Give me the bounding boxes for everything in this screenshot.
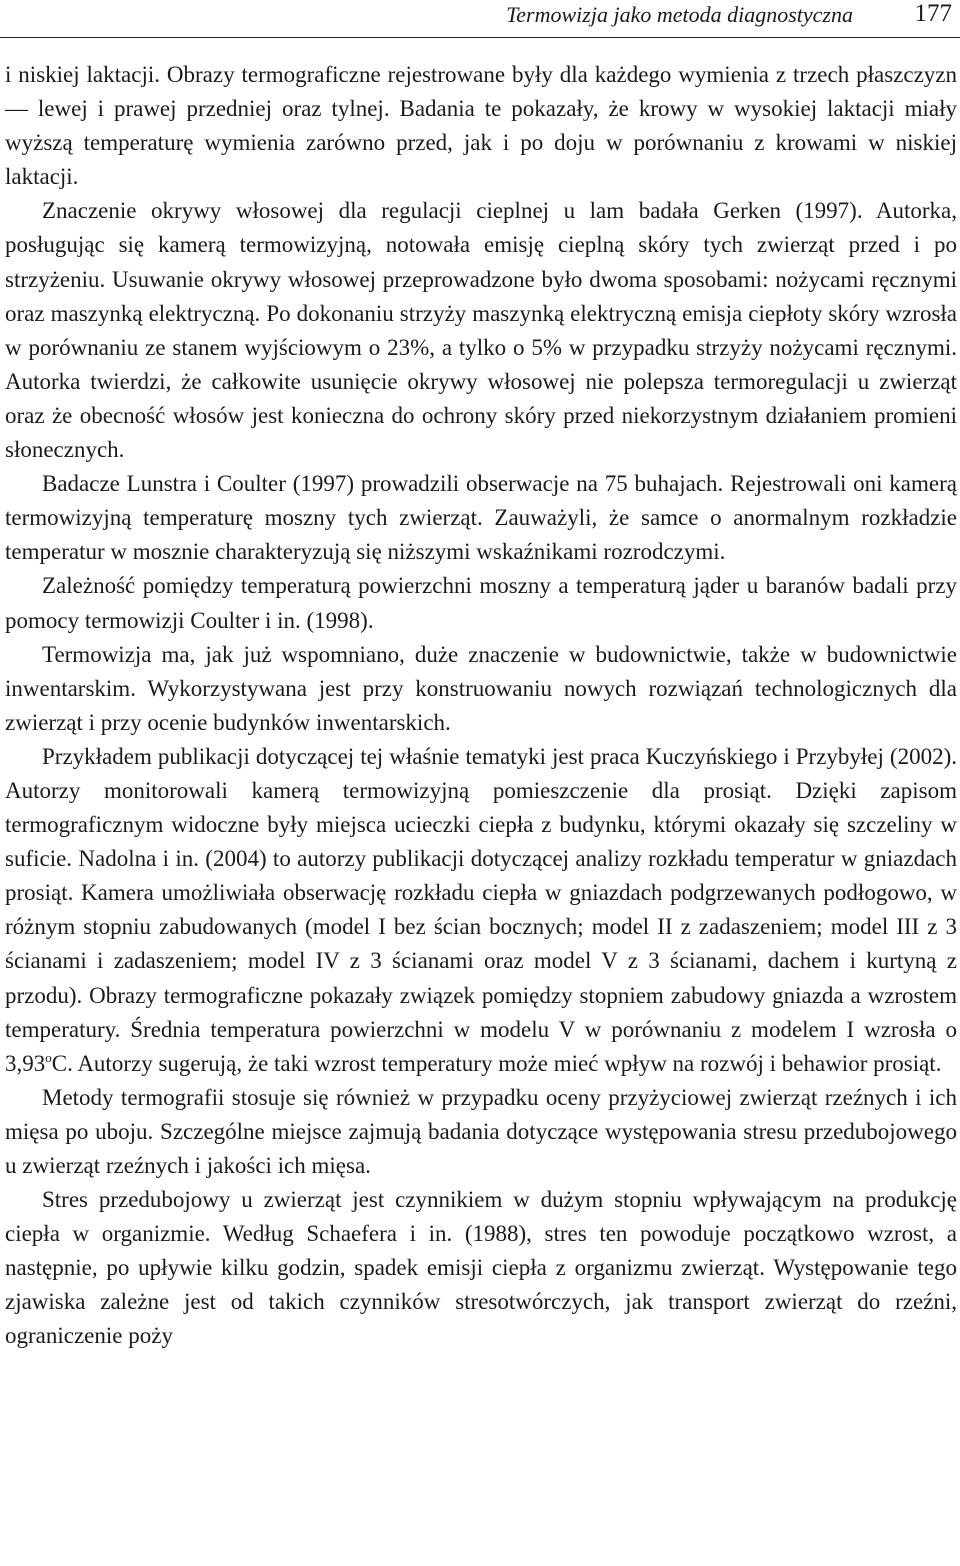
header-rule [0, 37, 960, 38]
paragraph-4: Zależność pomiędzy temperaturą powierzchni moszny a temperaturą jąder u baranów badali przy pomocy termowizji Coulter i in. (1998). [5, 573, 957, 633]
paragraph-5: Termowizja ma, jak już wspomniano, duże znaczenie w budownictwie, także w budownictwie inwentarskim. Wykorzystywana jest przy konstruowaniu nowych rozwiązań technologicznych dla zwierząt i przy ocenie budynków inwentarskich. [5, 641, 957, 735]
paragraph-6 [5, 740, 957, 1081]
paragraph-6-text: Przykładem publikacji dotyczącej tej właśnie tematyki jest praca Kuczyńskiego i Przybyłej (2002). Autorzy monitorowali kamerą termowizyjną pomieszczenie dla prosiąt. Dzięki zapisom termograficznym widoczne były miejsca ucieczki ciepła z budynku, którymi okazały się szczeliny w suficie. Nadolna i in. (2004) to autorzy publikacji dotyczącej analizy rozkładu temperatur w gniazdach prosiąt. Kamera umożliwiała obserwację rozkładu ciepła w gniazdach podgrzewanych podłogowo, w różnym stopniu zabudowanych (model I bez ścian bocznych; model II z zadaszeniem; model III z 3 ścianami i zadaszeniem; model IV z 3 ścianami oraz model V z 3 ścianami, dachem i kurtyną z przodu). Obrazy termograficzne pokazały związek pomiędzy stopniem zabudowy gniazda a wzrostem temperatury. Średnia temperatura powierzchni w modelu V w porównaniu z modelem I wzrosła o 3,93 [5, 743, 957, 1076]
paragraph-8: Stres przedubojowy u zwierząt jest czynnikiem w dużym stopniu wpływającym na produkcję ciepła w organizmie. Według Schaefera i in. (1988), stres ten powoduje początkowo wzrost, a następnie, po upływie kilku godzin, spadek emisji ciepła z organizmu zwierząt. Występowanie tego zjawiska zależne jest od takich czynników stresotwórczych, jak transport zwierząt do rzeźni, ograniczenie poży [5, 1187, 957, 1349]
degree-superscript: o [45, 1049, 52, 1065]
paragraph-6-tail: C. Autorzy sugerują, że taki wzrost temperatury może mieć wpływ na rozwój i behawior prosiąt. [51, 1050, 942, 1076]
running-title: Termowizja jako metoda diagnostyczna [506, 2, 853, 27]
page-number: 177 [914, 0, 952, 27]
body-text [5, 58, 957, 1354]
running-header [0, 0, 960, 34]
paragraph-7: Metody termografii stosuje się również w przypadku oceny przyżyciowej zwierząt rzeźnych i ich mięsa po uboju. Szczególne miejsce zajmują badania dotyczące występowania stresu przedubojowego u zwierząt rzeźnych i jakości ich mięsa. [5, 1084, 957, 1178]
paragraph-3: Badacze Lunstra i Coulter (1997) prowadzili obserwacje na 75 buhajach. Rejestrowali oni kamerą termowizyjną temperaturę moszny tych zwierząt. Zauważyli, że samce o anormalnym rozkładzie temperatur w mosznie charakteryzują się niższymi wskaźnikami rozrodczymi. [5, 471, 957, 565]
paragraph-1: i niskiej laktacji. Obrazy termograficzne rejestrowane były dla każdego wymienia z trzech płaszczyzn — lewej i prawej przedniej oraz tylnej. Badania te pokazały, że krowy w wysokiej laktacji miały wyższą temperaturę wymienia zarówno przed, jak i po doju w porównaniu z krowami w niskiej laktacji. [5, 62, 957, 190]
paragraph-2: Znaczenie okrywy włosowej dla regulacji cieplnej u lam badała Gerken (1997). Autorka, posługując się kamerą termowizyjną, notowała emisję cieplną skóry tych zwierząt przed i po strzyżeniu. Usuwanie okrywy włosowej przeprowadzone było dwoma sposobami: nożycami ręcznymi oraz maszynką elektryczną. Po dokonaniu strzyży maszynką elektryczną emisja ciepłoty skóry wzrosła w porównaniu ze stanem wyjściowym o 23%, a tylko o 5% w przypadku strzyży nożycami ręcznymi. Autorka twierdzi, że całkowite usunięcie okrywy włosowej nie polepsza termoregulacji u zwierząt oraz że obecność włosów jest konieczna do ochrony skóry przed niekorzystnym działaniem promieni słonecznych. [5, 198, 957, 463]
